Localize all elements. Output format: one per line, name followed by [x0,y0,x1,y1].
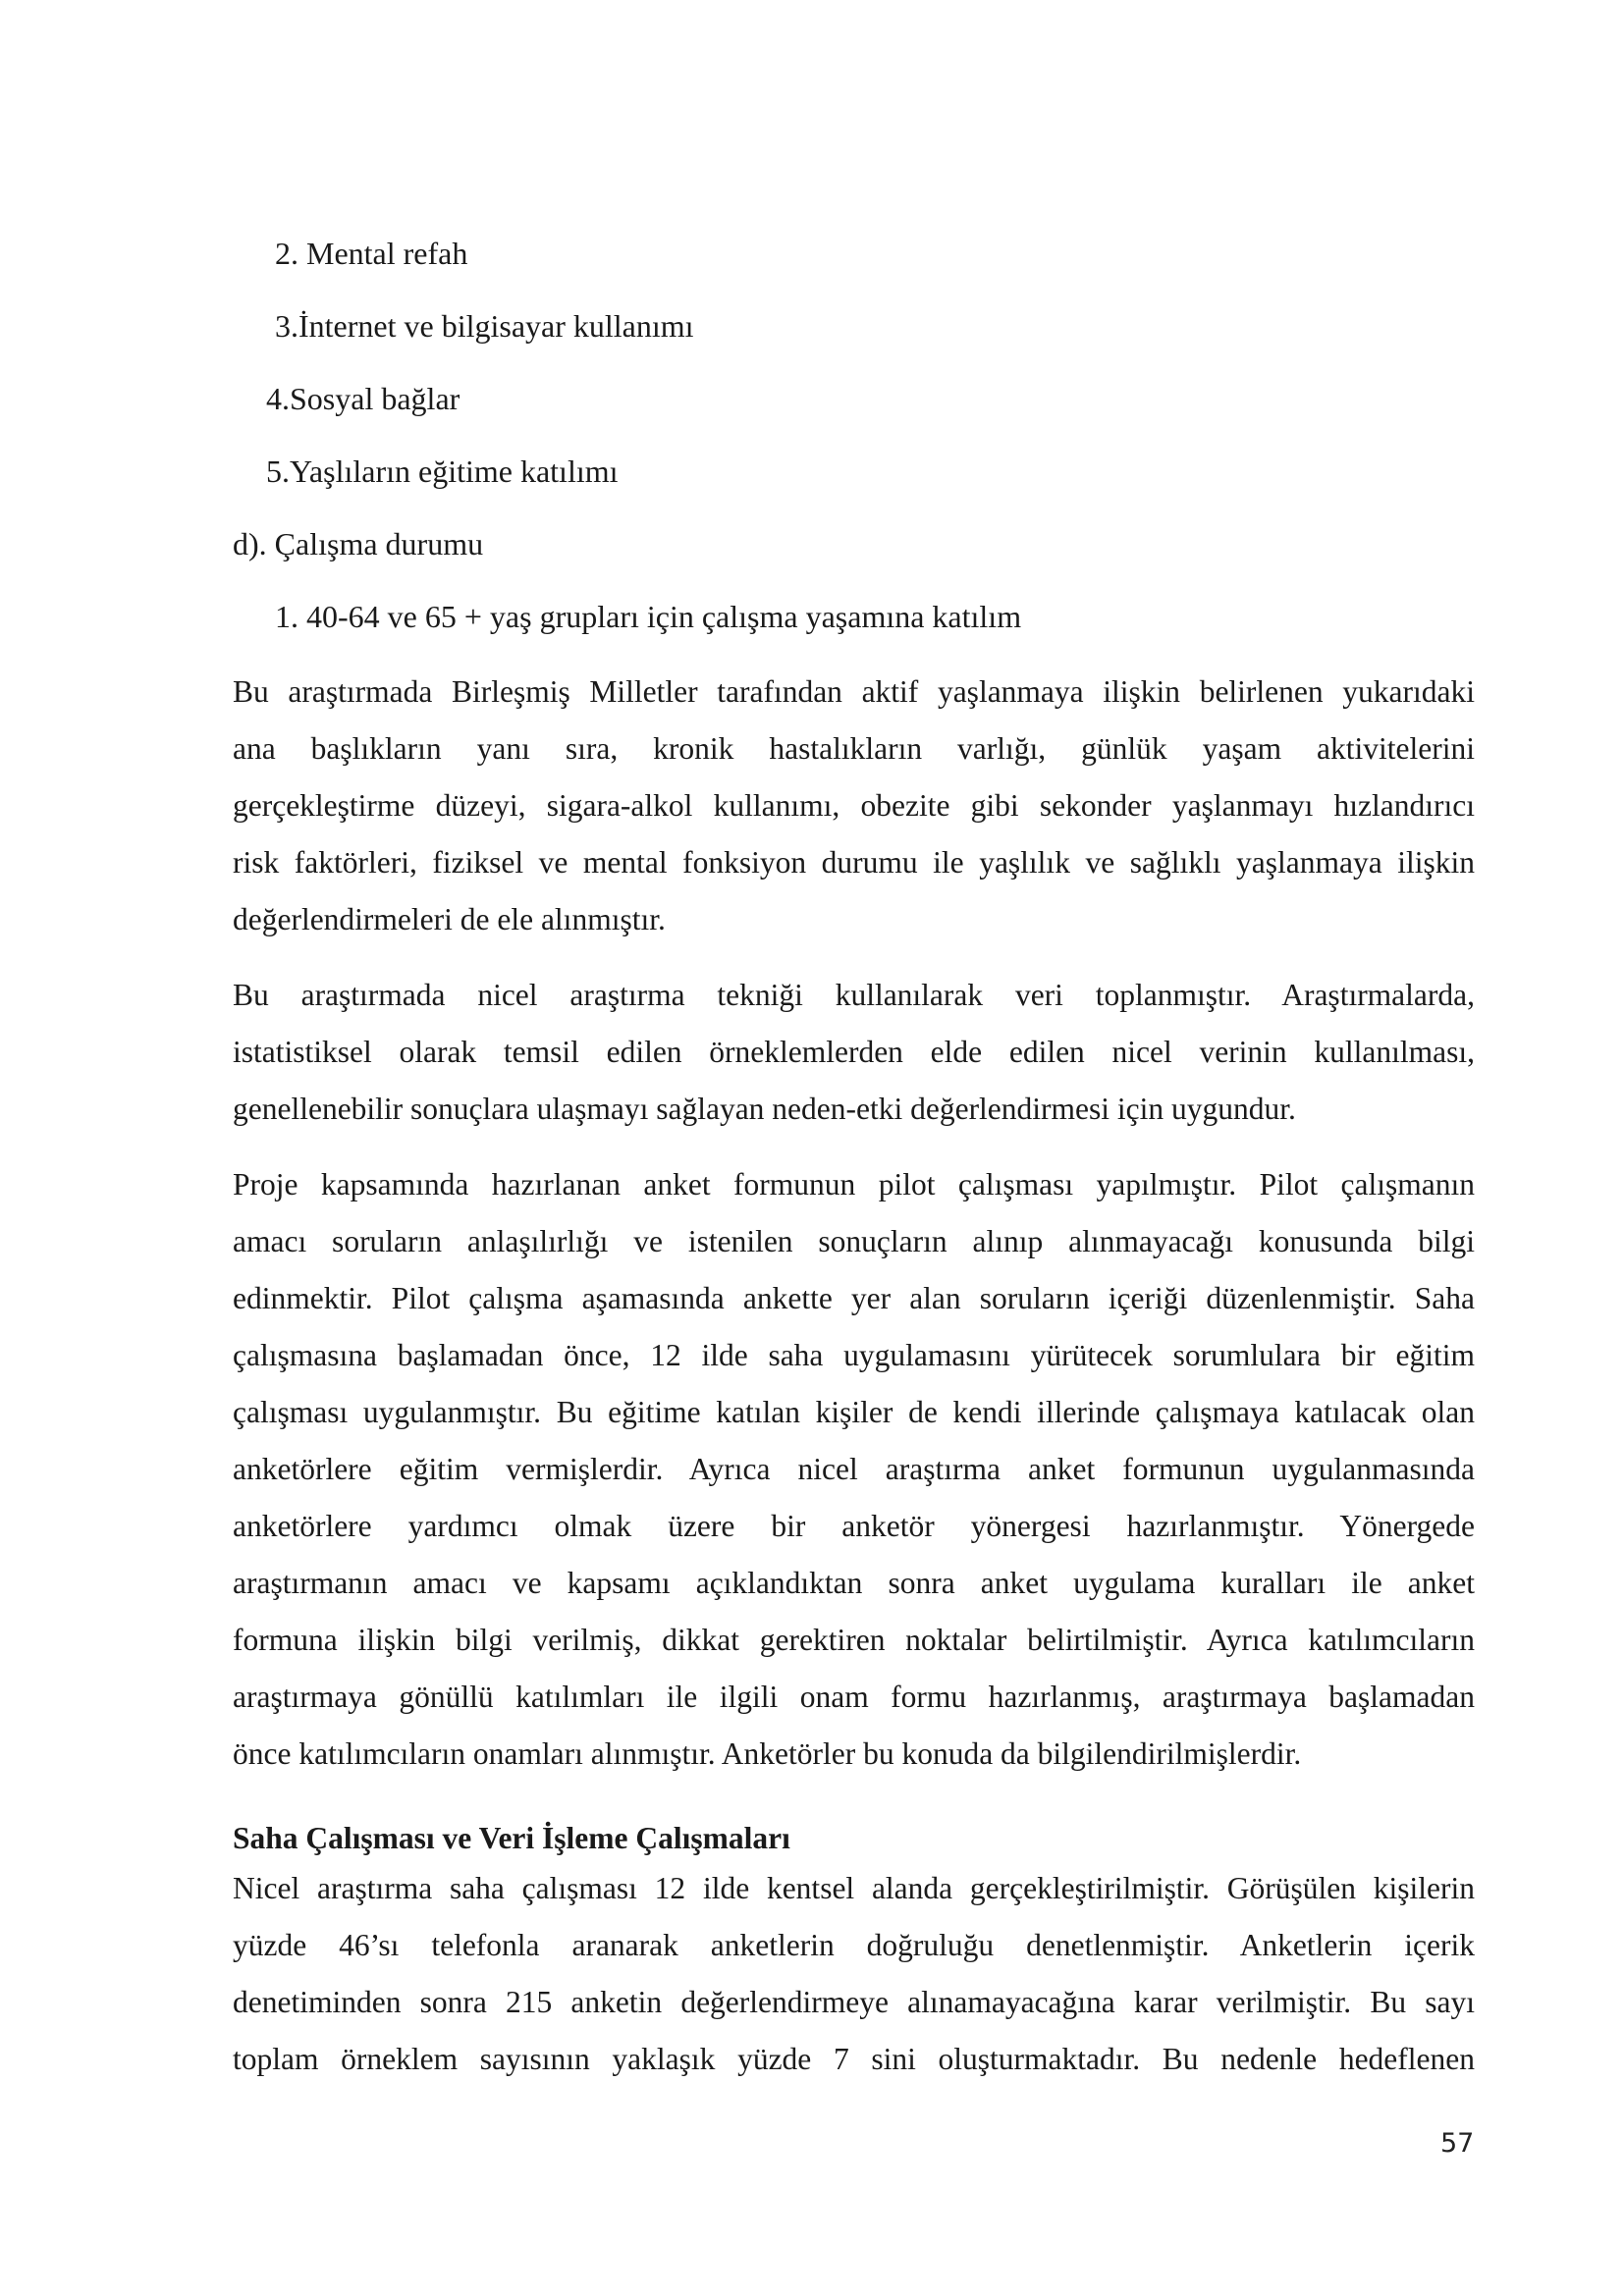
paragraph-line: önce katılımcıların onamları alınmıştır. Anketörler bu konuda da bilgilendirilmişlerdir. [233,1736,1302,1771]
paragraph-line: anketörlere eğitim vermişlerdir. Ayrıca nicel araştırma anket formunun uygulanmasında [233,1452,1475,1486]
paragraph-line: araştırmaya gönüllü katılımları ile ilgili onam formu hazırlanmış, araştırmaya başlamadan [233,1680,1475,1714]
list-item-work-participation: 1. 40-64 ve 65 + yaş grupları için çalışma yaşamına katılım [275,599,1022,634]
paragraph-line: araştırmanın amacı ve kapsamı açıklandıktan sonra anket uygulama kuralları ile anket [233,1566,1475,1600]
list-heading-work-status: d). Çalışma durumu [233,526,484,561]
list-item-social-ties: 4.Sosyal bağlar [266,381,460,416]
paragraph-line: değerlendirmeleri de ele alınmıştır. [233,902,666,936]
paragraph-line: toplam örneklem sayısının yaklaşık yüzde 7 sini oluşturmaktadır. Bu nedenle hedeflenen [233,2042,1475,2076]
list-item-elderly-education: 5.Yaşlıların eğitime katılımı [266,454,619,489]
paragraph-line: genellenebilir sonuçlara ulaşmayı sağlayan neden-etki değerlendirmesi için uygundur. [233,1092,1296,1126]
paragraph-line: yüzde 46’sı telefonla aranarak anketlerin doğruluğu denetlenmiştir. Anketlerin içerik [233,1928,1475,1962]
paragraph-line: edinmektir. Pilot çalışma aşamasında ankette yer alan soruların içeriği düzenlenmiştir. Saha [233,1281,1475,1315]
paragraph-line: Nicel araştırma saha çalışması 12 ilde kentsel alanda gerçekleştirilmiştir. Görüşülen kişilerin [233,1871,1475,1905]
paragraph-line: anketörlere yardımcı olmak üzere bir anketör yönergesi hazırlanmıştır. Yönergede [233,1509,1475,1543]
section-heading: Saha Çalışması ve Veri İşleme Çalışmaları [233,1821,790,1855]
paragraph-line: Bu araştırmada Birleşmiş Milletler tarafından aktif yaşlanmaya ilişkin belirlenen yukarıdaki [233,674,1475,709]
list-item-internet-usage: 3.İnternet ve bilgisayar kullanımı [275,308,694,344]
paragraph-line: denetiminden sonra 215 anketin değerlendirmeye alınamayacağına karar verilmiştir. Bu sayı [233,1985,1475,2019]
paragraph-3 [233,1156,1475,1783]
paragraph-line: çalışmasına başlamadan önce, 12 ilde saha uygulamasını yürütecek sorumlulara bir eğitim [233,1338,1475,1372]
paragraph-1 [233,664,1475,948]
paragraph-line: çalışması uygulanmıştır. Bu eğitime katılan kişiler de kendi illerinde çalışmaya katılacak olan [233,1395,1475,1429]
paragraph-line: istatistiksel olarak temsil edilen örneklemlerden elde edilen nicel verinin kullanılması, [233,1035,1475,1069]
paragraph-line: gerçekleştirme düzeyi, sigara-alkol kullanımı, obezite gibi sekonder yaşlanmayı hızlandırıcı [233,788,1475,823]
paragraph-line: formuna ilişkin bilgi verilmiş, dikkat gerektiren noktalar belirtilmiştir. Ayrıca katılımcıların [233,1623,1475,1657]
section-paragraph [233,1860,1475,2088]
paragraph-line: Bu araştırmada nicel araştırma tekniği kullanılarak veri toplanmıştır. Araştırmalarda, [233,978,1475,1012]
paragraph-line: Proje kapsamında hazırlanan anket formunun pilot çalışması yapılmıştır. Pilot çalışmanın [233,1167,1475,1201]
list-item-mental-refah: 2. Mental refah [275,236,468,271]
paragraph-line: ana başlıkların yanı sıra, kronik hastalıkların varlığı, günlük yaşam aktivitelerini [233,731,1475,766]
page-number: 57 [1440,2128,1475,2159]
paragraph-line: risk faktörleri, fiziksel ve mental fonksiyon durumu ile yaşlılık ve sağlıklı yaşlanmaya ilişkin [233,845,1475,880]
paragraph-line: amacı soruların anlaşılırlığı ve istenilen sonuçların alınıp alınmayacağı konusunda bilgi [233,1224,1475,1258]
paragraph-2 [233,967,1475,1138]
